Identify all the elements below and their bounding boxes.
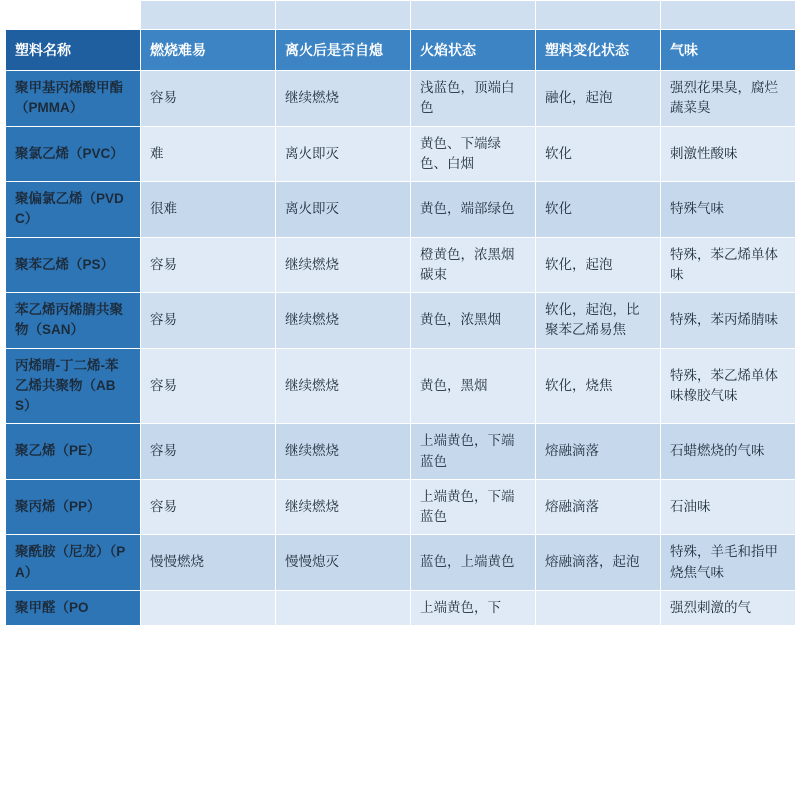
table-row (6, 237, 796, 293)
cell-flame-state: 浅蓝色，顶端白色 (411, 71, 536, 127)
cell-ignitability: 很难 (141, 182, 276, 238)
table-row (6, 535, 796, 591)
table-top-strip (6, 1, 796, 30)
cell-flame-state: 黄色，黑烟 (411, 348, 536, 424)
cell-odor: 特殊，苯乙烯单体味橡胶气味 (661, 348, 796, 424)
cell-ignitability: 慢慢燃烧 (141, 535, 276, 591)
column-header-ignitability: 燃烧难易 (141, 30, 276, 71)
cell-self-extinguish (276, 590, 411, 625)
cell-flame-state: 上端黄色，下端蓝色 (411, 424, 536, 480)
cell-flame-state: 上端黄色，下端蓝色 (411, 479, 536, 535)
table-row (6, 293, 796, 349)
strip-cell (276, 1, 411, 30)
cell-self-extinguish: 继续燃烧 (276, 237, 411, 293)
cell-ignitability: 难 (141, 126, 276, 182)
table-row (6, 424, 796, 480)
cell-self-extinguish: 离火即灭 (276, 126, 411, 182)
cell-flame-state: 蓝色，上端黄色 (411, 535, 536, 591)
cell-self-extinguish: 继续燃烧 (276, 293, 411, 349)
cell-material-change: 熔融滴落 (536, 479, 661, 535)
table-row (6, 479, 796, 535)
cell-odor: 特殊气味 (661, 182, 796, 238)
cell-flame-state: 黄色，浓黑烟 (411, 293, 536, 349)
plastic-name: 聚酰胺（尼龙）（PA） (6, 535, 141, 591)
cell-odor: 强烈刺激的气 (661, 590, 796, 625)
cell-flame-state: 橙黄色，浓黑烟碳束 (411, 237, 536, 293)
strip-cell (411, 1, 536, 30)
plastic-name: 聚偏氯乙烯（PVDC） (6, 182, 141, 238)
cell-odor: 特殊，羊毛和指甲烧焦气味 (661, 535, 796, 591)
column-header-odor: 气味 (661, 30, 796, 71)
cell-material-change: 软化，起泡，比聚苯乙烯易焦 (536, 293, 661, 349)
column-header-flame-state: 火焰状态 (411, 30, 536, 71)
cell-odor: 石油味 (661, 479, 796, 535)
cell-material-change: 软化 (536, 182, 661, 238)
cell-ignitability: 容易 (141, 71, 276, 127)
cell-self-extinguish: 慢慢熄灭 (276, 535, 411, 591)
column-header-name: 塑料名称 (6, 30, 141, 71)
cell-self-extinguish: 继续燃烧 (276, 479, 411, 535)
cell-self-extinguish: 继续燃烧 (276, 424, 411, 480)
cell-odor: 强烈花果臭，腐烂蔬菜臭 (661, 71, 796, 127)
cell-flame-state: 黄色、下端绿色、白烟 (411, 126, 536, 182)
cell-ignitability: 容易 (141, 348, 276, 424)
cell-flame-state: 黄色，端部绿色 (411, 182, 536, 238)
strip-cell (661, 1, 796, 30)
cell-odor: 特殊，苯乙烯单体味 (661, 237, 796, 293)
cell-material-change: 软化 (536, 126, 661, 182)
cell-ignitability: 容易 (141, 237, 276, 293)
cell-self-extinguish: 继续燃烧 (276, 71, 411, 127)
table-row (6, 348, 796, 424)
cell-material-change: 熔融滴落 (536, 424, 661, 480)
cell-material-change: 熔融滴落，起泡 (536, 535, 661, 591)
plastic-name: 聚氯乙烯（PVC） (6, 126, 141, 182)
cell-odor: 石蜡燃烧的气味 (661, 424, 796, 480)
strip-cell (536, 1, 661, 30)
strip-cell (141, 1, 276, 30)
plastic-name: 丙烯晴‐丁二烯‐苯乙烯共聚物（ABS） (6, 348, 141, 424)
cell-self-extinguish: 继续燃烧 (276, 348, 411, 424)
cell-odor: 特殊，苯丙烯腈味 (661, 293, 796, 349)
cell-ignitability: 容易 (141, 424, 276, 480)
cell-self-extinguish: 离火即灭 (276, 182, 411, 238)
plastic-name: 聚丙烯（PP） (6, 479, 141, 535)
plastic-name: 聚乙烯（PE） (6, 424, 141, 480)
plastic-name: 聚苯乙烯（PS） (6, 237, 141, 293)
cell-flame-state: 上端黄色，下 (411, 590, 536, 625)
column-header-self-extinguish: 离火后是否自熄 (276, 30, 411, 71)
plastics-burning-properties-table (5, 0, 796, 626)
cell-ignitability: 容易 (141, 293, 276, 349)
table-row (6, 71, 796, 127)
table-header-row (6, 30, 796, 71)
cell-odor: 刺激性酸味 (661, 126, 796, 182)
plastic-name: 苯乙烯丙烯腈共聚物（SAN） (6, 293, 141, 349)
plastic-name: 聚甲醛（PO (6, 590, 141, 625)
cell-material-change: 软化，烧焦 (536, 348, 661, 424)
table-row (6, 182, 796, 238)
cell-material-change (536, 590, 661, 625)
table-row (6, 126, 796, 182)
column-header-material-change: 塑料变化状态 (536, 30, 661, 71)
cell-ignitability (141, 590, 276, 625)
cell-material-change: 软化，起泡 (536, 237, 661, 293)
cell-material-change: 融化，起泡 (536, 71, 661, 127)
cell-ignitability: 容易 (141, 479, 276, 535)
plastic-name: 聚甲基丙烯酸甲酯（PMMA） (6, 71, 141, 127)
table-row (6, 590, 796, 625)
strip-cell-blank (6, 1, 141, 30)
